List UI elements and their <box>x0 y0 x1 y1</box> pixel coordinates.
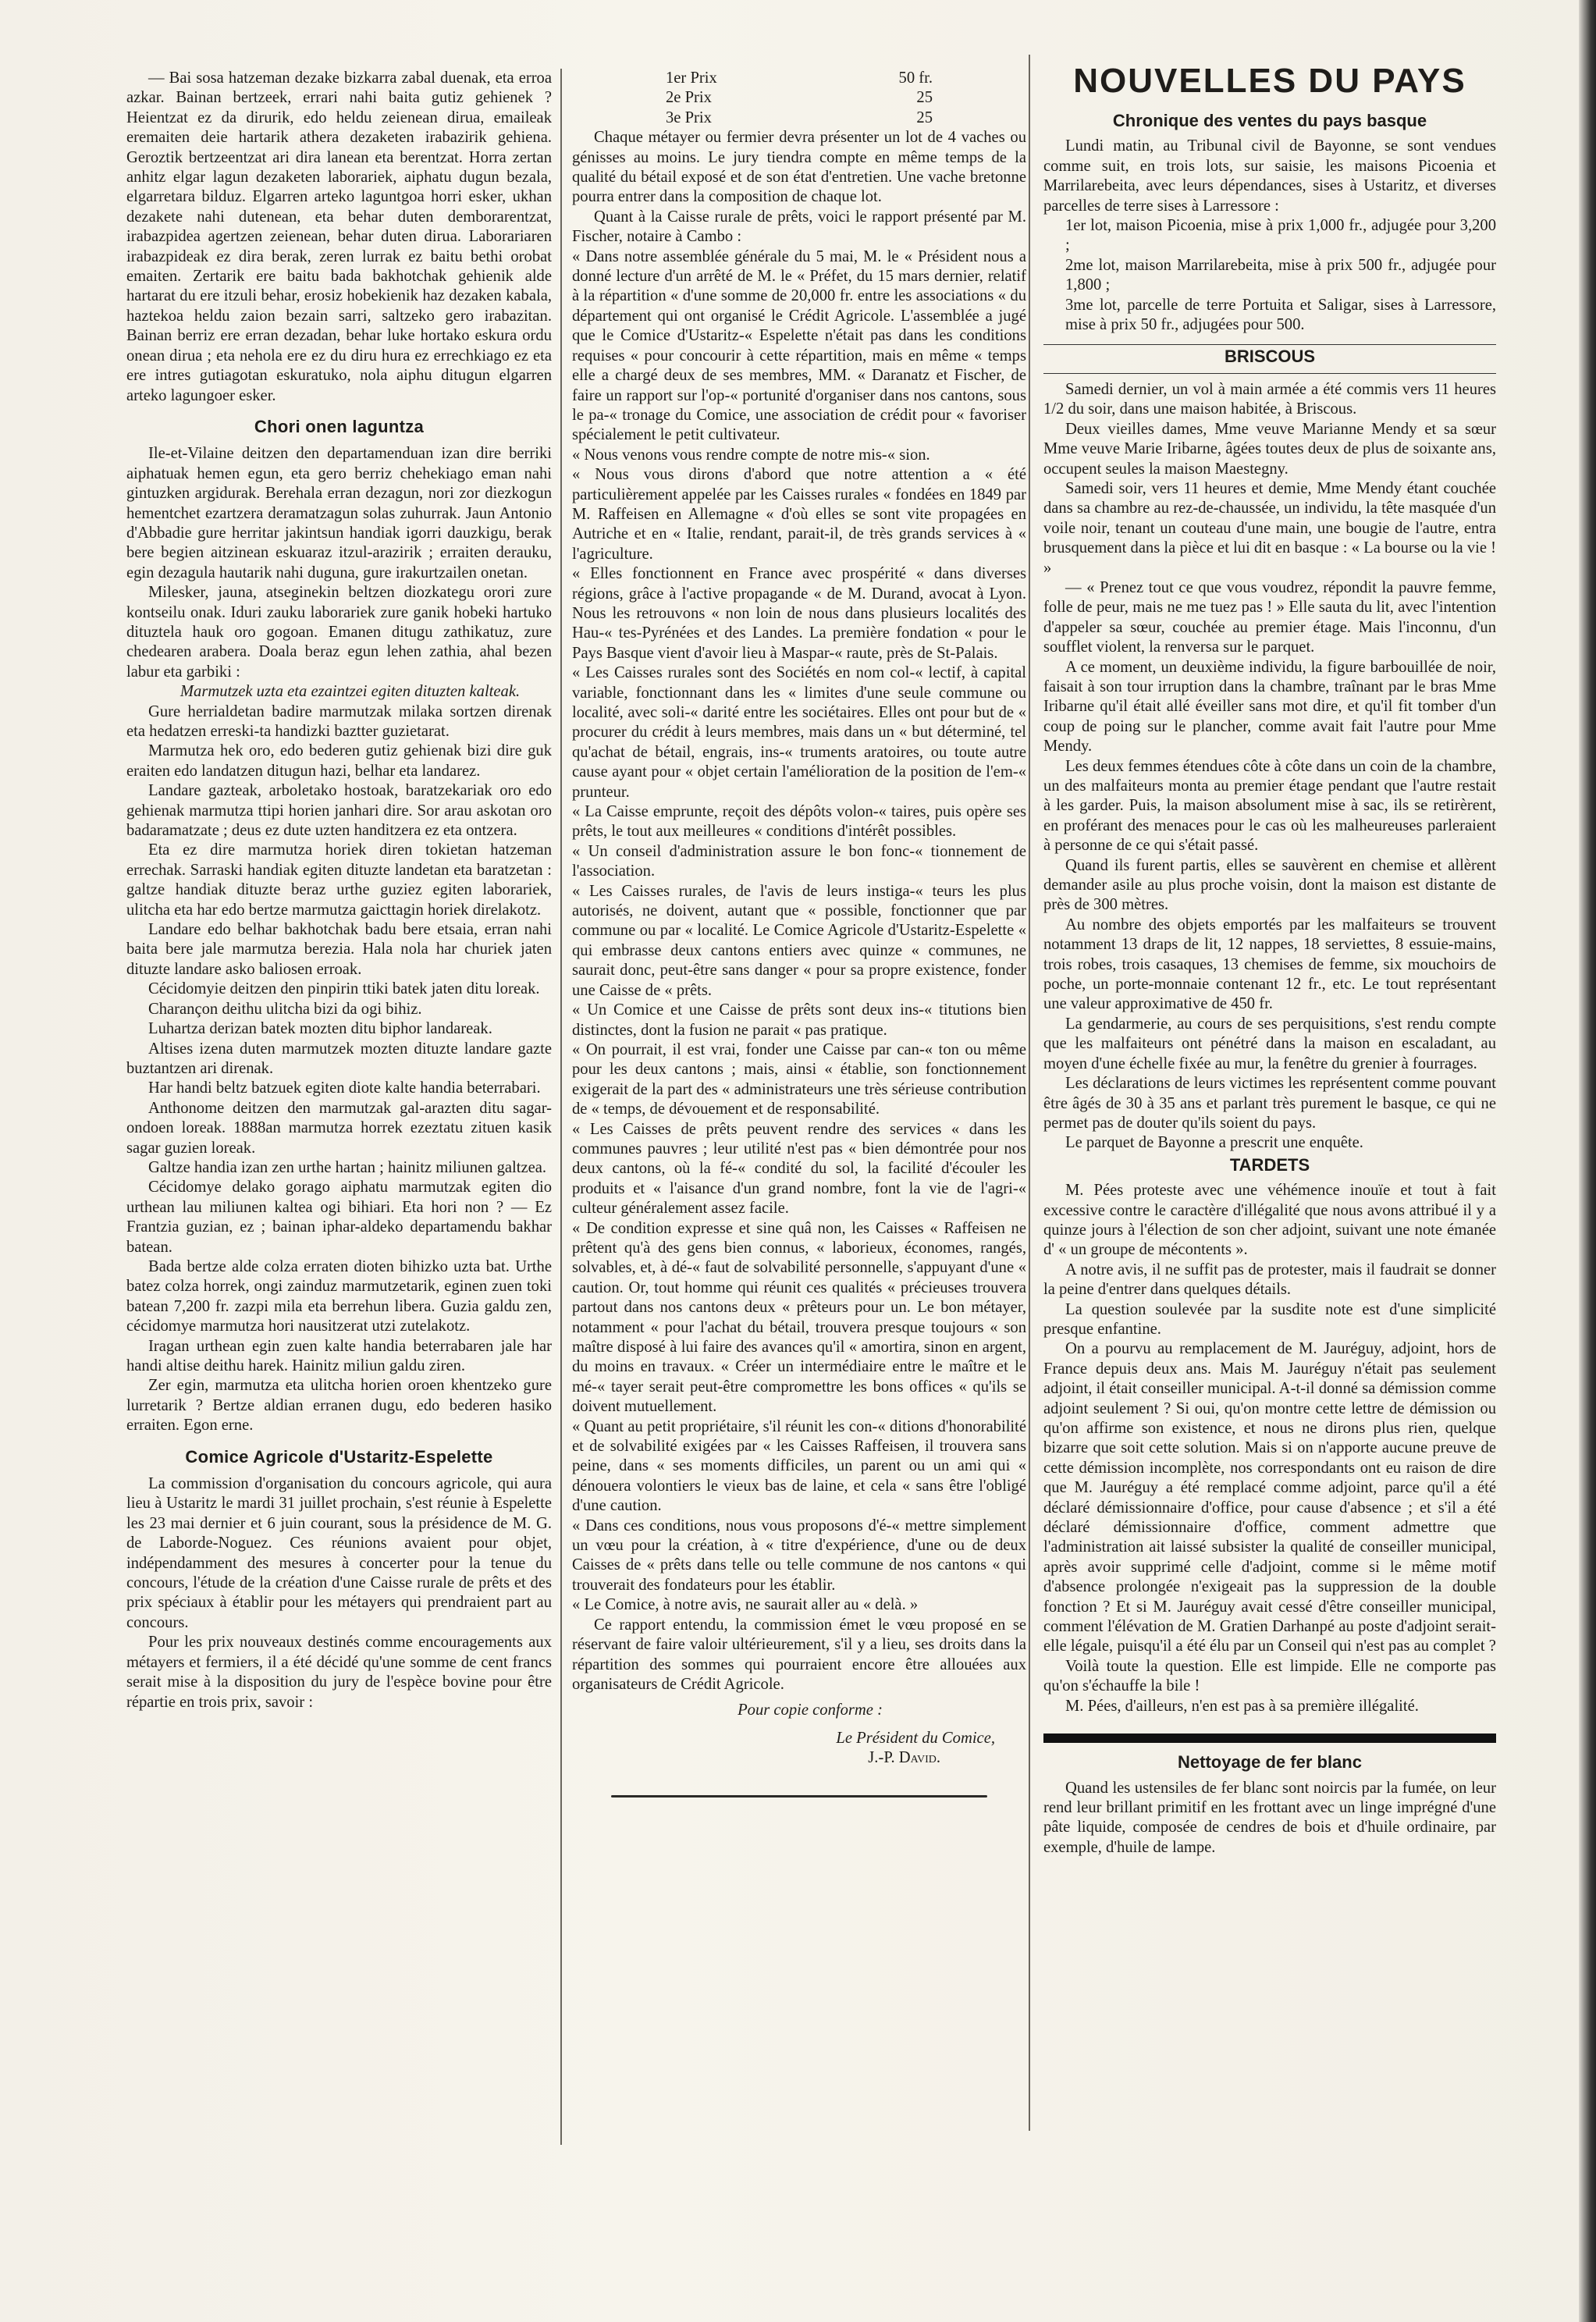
paragraph: Quand les ustensiles de fer blanc sont noircis par la fumée, on leur rend leur brillant primitif en les frottant avec un linge imprégné d'une pâte liquide, composée de cendres de bois et d'huile ordinaire, par exemple, d'huile de lampe. <box>1043 1779 1496 1856</box>
paragraph: Iragan urthean egin zuen kalte handia beterrabaren jale har handi altise deithu harek. Hainitz miliun galdu ziren. <box>126 1337 552 1374</box>
column-rule-right <box>1029 55 1030 2131</box>
lot-item: 3me lot, parcelle de terre Portuita et Saligar, sises à Larressore, mise à prix 50 fr., adjugées pour 500. <box>1065 296 1496 334</box>
prize-row <box>572 69 1026 88</box>
paragraph: Luhartza derizan batek mozten ditu biphor landareak. <box>148 1020 492 1038</box>
prize-rank: 1er Prix <box>666 69 717 87</box>
paragraph: Anthonome deitzen den marmutzak gal-arazten ditu sagar-ondoen loreak. 1888an marmutza horrek ezeztatu zituen kasik sagar guzien loreak. <box>126 1099 552 1157</box>
quoted-paragraph: « Dans notre assemblée générale du 5 mai, M. le « Président nous a donné lecture d'un arrêté de M. le « Préfet, du 15 mars dernier, relatif à la répartition « d'une somme de 20,000 fr. entre les associations « du département qui ont organisé le Crédit Agricole. L'assemblée a jugé que le Comice d'Ustaritz-« Espelette n'était pas dans les conditions requises « pour concourir à cette répartition, mais en même « temps elle a chargé deux de ses membres, MM. « Daranatz et Fischer, de faire un rapport sur l'op-« portunité d'organiser dans nos cantons, sous le pa-« tronage du Comice, une association de crédit pour « favoriser spécialement le petit cultivateur. <box>572 247 1026 444</box>
bold-divider <box>1043 1733 1496 1743</box>
signoff: Pour copie conforme : <box>738 1701 883 1719</box>
column-3 <box>1043 58 1496 2196</box>
quoted-paragraph: « La Caisse emprunte, reçoit des dépôts volon-« taires, puis opère ses prêts, le tout aux meilleures « conditions d'intérêt possibles. <box>572 803 1026 841</box>
lot-item: 1er lot, maison Picoenia, mise à prix 1,000 fr., adjugée pour 3,200 ; <box>1065 217 1496 254</box>
prize-amount: 25 <box>916 108 933 126</box>
prize-amount: 25 <box>916 89 933 107</box>
paragraph: Le parquet de Bayonne a prescrit une enquête. <box>1065 1134 1363 1152</box>
paragraph: Les déclarations de leurs victimes les représentent comme pouvant être âgés de 30 à 35 ans et parlant très purement le basque, ce qui ne permet pas de douter qu'ils soient du pays. <box>1043 1075 1496 1132</box>
quoted-paragraph: « On pourrait, il est vrai, fonder une Caisse par can-« ton ou même pour les deux cantons ; mais, ainsi « établie, son fonctionnement exigerait de la part des « administrateurs une très sérieuse contribution de « temps, de dévouement et de responsabilité. <box>572 1040 1026 1118</box>
paragraph: Ce rapport entendu, la commission émet le vœu proposé en se réservant de faire valoir ultérieurement, s'il y a lieu, ses droits dans la répartition des sommes qui pourraient encore être allouées aux organisateurs de Crédit Agricole. <box>572 1616 1026 1693</box>
section-subtitle: Chronique des ventes du pays basque <box>1112 111 1427 130</box>
quoted-paragraph: « Les Caisses rurales sont des Sociétés en nom col-« lectif, à capital variable, fonctionnant dans les « limites d'une seule commune ou localité, avec soli-« darité entre les sociétaires. Elles ont pour but de « procurer du crédit à leurs membres, mais dans un « but déterminé, tel qu'achat de bétail, engrais, ins-« truments aratoires, ou toute autre cause ayant pour « objet certain l'amélioration de la position de l'em-« prunteur. <box>572 664 1026 801</box>
prize-amount: 50 fr. <box>898 69 933 87</box>
quoted-paragraph: « De condition expresse et sine quâ non, les Caisses « Raffeisen ne prêtent qu'à des gens bien connus, « laborieux, économes, rangés, solvables, et, à dé-« faut de solvabilité personnelle, s'appuyant d'une « caution. Or, tout homme qui réunit ces qualités « précieuses trouvera partout dans nos cantons deux « prêteurs pour un. Le bon métayer, notamment « pour l'achat du bétail, trouvera presque toujours « son maître disposé à lui faire des avances qu'il « amortira, sinon en argent, du moins en travaux. « Créer un intermédiaire entre le maître et le mé-« tayer serait peut-être compromettre les bons offices « qu'ils se doivent mutuellement. <box>572 1219 1026 1416</box>
paragraph: On a pourvu au remplacement de M. Jauréguy, adjoint, hors de France depuis deux ans. Mais M. Jauréguy n'était pas seulement adjoint, il était conseiller municipal. A-t-il donné sa démission comme adjoint seulement ? Si oui, qu'on montre cette lettre de démission ou qu'on affirme son existence, et nous ne dirons plus rien, quelque bizarre que soit cette solution. Mais si on n'apporte aucune preuve de cette démission incomplète, nos correspondants ont eu raison de dire que M. Jauréguy a été remplacé comme adjoint, parce qu'il a été déclaré démissionnaire d'office, pour cause d'absence ; et s'il a été déclaré démissionnaire d'office, comment admettre que l'administration ait laissé subsister la qualité de conseiller municipal, après avoir supprimé celle d'adjoint, comme si le même motif d'absence prolongée n'exigeait pas la suppression de la double fonction ? Et si M. Jauréguy avait cessé d'être conseiller municipal, comment l'élévation de M. Gratien Darhanpé au poste d'adjoint serait-elle légale, puisqu'il a été élu par un Conseil qui n'est pas au complet ? <box>1043 1340 1496 1655</box>
paragraph: Cécidomye delako gorago aiphatu marmutzak egiten dio urthean lau miliunen kaltea ogi bihiari. Eta hori non ? — Ez Frantzia guzian, ez ; bainan iphar-aldeko departamendu bakhar batean. <box>126 1179 552 1256</box>
paragraph: Har handi beltz batzuek egiten diote kalte handia beterrabari. <box>148 1079 541 1097</box>
lot-item: 2me lot, maison Marrilarebeita, mise à prix 500 fr., adjugée pour 1,800 ; <box>1065 256 1496 294</box>
paragraph: Landare gazteak, arboletako hostoak, baratzekariak oro edo gehienak marmutza ttipi horien janhari dire. Sor arau askotan oro badaramatzate ; deus ez dute uzten handitzera ez eta ontzera. <box>126 782 552 840</box>
prize-row <box>572 108 1026 128</box>
signature-title: Le Président du Comice, <box>836 1729 995 1747</box>
paragraph: Marmutza hek oro, edo bederen gutiz gehienak bizi dire guk eraiten edo landatzen ditugun hazi, belhar eta landarez. <box>126 742 552 780</box>
paragraph: Lundi matin, au Tribunal civil de Bayonne, se sont vendues comme suit, en trois lots, sur saisie, les maisons Picoenia et Marrilarebeita, avec leurs dépendances, sises à Ustaritz, et diverses parcelles de terre sises à Larressore : <box>1043 137 1496 215</box>
paragraph: A notre avis, il ne suffit pas de protester, mais il faudrait se donner la peine d'entrer dans quelques détails. <box>1043 1261 1496 1299</box>
prize-list <box>572 69 1026 128</box>
column-1 <box>126 69 552 2160</box>
paragraph: Quant à la Caisse rurale de prêts, voici le rapport présenté par M. Fischer, notaire à Cambo : <box>572 208 1026 246</box>
paragraph: Chaque métayer ou fermier devra présenter un lot de 4 vaches ou génisses au moins. Le jury tiendra compte en même temps de la qualité du bétail exposé et de son état d'entretien. Une vache bretonne pourra entrer dans la composition de chaque lot. <box>572 129 1026 206</box>
quoted-paragraph: « Les Caisses rurales, de l'avis de leurs instiga-« teurs les plus autorisés, ne doivent, autant que « possible, fonctionner que par commune ou par « localité. Le Comice Agricole d'Ustaritz-Espelette « qui embrasse deux cantons entiers avec quinze « communes, ne saurait donc, peut-être sans danger « pour sa propre existence, fonder une Caisse de « prêts. <box>572 882 1026 999</box>
quoted-paragraph: « Les Caisses de prêts peuvent rendre des services « dans les communes pauvres ; leur utilité n'est pas « bien démontrée pour nos deux cantons, où la fé-« condité du sol, la facilité d'écouler les produits et « l'aisance d'un grand nombre, font la vie de l'agri-« culteur généralement assez facile. <box>572 1120 1026 1218</box>
column-2 <box>572 69 1026 2160</box>
paragraph: — « Prenez tout ce que vous voudrez, répondit la pauvre femme, folle de peur, mais ne me tuez pas ! » Elle sauta du lit, avec l'intention d'appeler sa sœur, couchée au premier étage. Mais l'inconnu, d'un soufflet violent, la renversa sur le parquet. <box>1043 578 1496 656</box>
paragraph: Landare edo belhar bakhotchak badu bere etsaia, erran nahi baita bere jale marmutza berezia. Hala nola har churiek jaten dituzte landare asko baliosen erroak. <box>126 921 552 978</box>
quoted-paragraph: « Un conseil d'administration assure le bon fonc-« tionnement de l'association. <box>572 842 1026 880</box>
section-title-briscous: BRISCOUS <box>1224 347 1316 367</box>
section-masthead: NOUVELLES DU PAYS <box>1073 62 1466 100</box>
section-title-comice: Comice Agricole d'Ustaritz-Espelette <box>185 1446 493 1467</box>
paragraph: Galtze handia izan zen urthe hartan ; hainitz miliunen galtzea. <box>148 1158 547 1176</box>
paragraph: Samedi soir, vers 11 heures et demie, Mme Mendy étant couchée dans sa chambre au rez-de-chaussée, un individu, la tête masquée d'un voile noir, tenant un couteau d'une main, une bougie de l'autre, entra brusquement dans la pièce et lui dit en basque : « La bourse ou la vie ! » <box>1043 479 1496 577</box>
paragraph: Pour les prix nouveaux destinés comme encouragements aux métayers et fermiers, il a été décidé qu'une somme de cent francs serait mise à la disposition du jury de l'espèce bovine pour être répartie en trois prix, savoir : <box>126 1634 552 1711</box>
page-edge <box>1579 0 1596 2322</box>
signature-name: J.-P. David. <box>868 1749 940 1767</box>
paragraph: Deux vieilles dames, Mme veuve Marianne Mendy et sa sœur Mme veuve Marie Iribarne, âgées toutes deux de plus de soixante ans, occupent seules la maison Maestegny. <box>1043 420 1496 478</box>
paragraph: M. Pées, d'ailleurs, n'en est pas à sa première illégalité. <box>1065 1697 1419 1715</box>
paragraph: Charançon deithu ulitcha bizi da ogi bihiz. <box>148 1000 422 1018</box>
quoted-paragraph: « Nous vous dirons d'abord que notre attention a « été particulièrement appelée par les Caisses rurales « fondées en 1849 par M. Raffeisen en Allemagne « d'où elles se sont vite propagées en Autriche et en « Italie, rendant, parait-il, de très grands services à « l'agriculture. <box>572 466 1026 563</box>
quoted-paragraph: « Nous venons vous rendre compte de notre mis-« sion. <box>572 446 930 464</box>
prize-rank: 3e Prix <box>666 108 712 126</box>
quoted-paragraph: « Un Comice et une Caisse de prêts sont deux ins-« titutions bien distinctes, dont la fusion ne parait « pas pratique. <box>572 1001 1026 1039</box>
section-title-tardets: TARDETS <box>1229 1154 1310 1175</box>
paragraph: A ce moment, un deuxième individu, la figure barbouillée de noir, faisait à son tour irruption dans la chambre, traînant par le bras Mme Iribarne qu'il était allé éveiller sans mot dire, et qu'il fit tomber d'un coup de poing sur le plancher, comme avait fait l'autre pour Mme Mendy. <box>1043 658 1496 756</box>
section-title-chori: Chori onen laguntza <box>254 416 425 436</box>
paragraph: La question soulevée par la susdite note est d'une simplicité presque enfantine. <box>1043 1300 1496 1338</box>
paragraph: Au nombre des objets emportés par les malfaiteurs se trouvent notamment 13 draps de lit, 12 nappes, 18 serviettes, 8 essuie-mains, trois robes, trois casaques, 13 chemises de femme, six mouchoirs de poche, un porte-monnaie contenant 12 fr., etc. Le tout représentant une valeur approximative de 450 fr. <box>1043 916 1496 1013</box>
prize-row <box>572 88 1026 108</box>
prize-rank: 2e Prix <box>666 89 712 107</box>
quoted-paragraph: « Quant au petit propriétaire, s'il réunit les con-« ditions d'honorabilité et de solvabilité exigées par « les Caisses Raffeisen, il trouvera sans peine, dans « ses moments difficiles, un parent ou un ami qui « dénouera volontiers le vieux bas de laine, et cela « sans être l'obligé d'une caution. <box>572 1417 1026 1515</box>
end-rule <box>611 1795 987 1798</box>
paragraph: Zer egin, marmutza eta ulitcha horien oroen khentzeko gure lurretarik ? Bertze aldian erranen dugu, edo bederen hasiko erraiten. Egon erne. <box>126 1377 552 1435</box>
paragraph: La gendarmerie, au cours de ses perquisitions, s'est rendu compte que les malfaiteurs ont pénétré dans la maison en escaladant, au moyen d'une échelle fixée au mur, la fenêtre du grenier à fourrages. <box>1043 1015 1496 1072</box>
paragraph: Milesker, jauna, atseginekin beltzen diozkategu orori zure kontseilu onak. Iduri zauku laborariek zure ganik hobeki hartuko dituztela hauk oro gogoan. Emanen ditugu zathikatuz, zure chedearen arabera. Doala beraz egun lehen zathia, ahal bezen labur eta garbiki : <box>126 584 552 681</box>
paragraph: Altises izena duten marmutzek mozten dituzte landare gazte buztantzen ari direnak. <box>126 1040 552 1077</box>
section-subtitle: Marmutzek uzta eta ezaintzei egiten dituzten kalteak. <box>180 683 521 701</box>
paragraph: Samedi dernier, un vol à main armée a été commis vers 11 heures 1/2 du soir, dans une maison habitée, à Briscous. <box>1043 380 1496 418</box>
paragraph: Gure herrialdetan badire marmutzak milaka sortzen direnak eta hedatzen erreski-ta handizki baztter guzietarat. <box>126 702 552 740</box>
paragraph: Cécidomyie deitzen den pinpirin ttiki batek jaten ditu loreak. <box>148 980 540 998</box>
paragraph: La commission d'organisation du concours agricole, qui aura lieu à Ustaritz le mardi 31 juillet prochain, s'est réunie à Espelette les 23 mai dernier et 6 juin courant, sous la présidence de M. G. de Laborde-Noguez. Ces réunions avaient pour objet, indépendamment des mesures à concerter pour la tenue du concours, l'étude de la création d'une Caisse rurale de prêts et des prix spéciaux à établir pour les métayers qui prendraient part au concours. <box>126 1475 552 1631</box>
paragraph: M. Pées proteste avec une véhémence inouïe et tout à fait excessive contre le caractère d'illégalité que nous avons attribué il y a quinze jours à l'élection de son cher adjoint, suivant une note émanée d' « un groupe de mécontents ». <box>1043 1182 1496 1259</box>
paragraph: Ile-et-Vilaine deitzen den departamenduan izan dire berriki aiphatuak hemen egun, eta gero berriz chehekiago eman nahi gintuzken argidurak. Berehala erran dezagun, nori zor diezkogun hementchet ezartzera deramatzagun solas zuhurrak. Jaun Antonio d'Abbadie gure herritar jakintsun handiak igorri dauzkigu, berak bere begien aitzinean eskuaraz itzul-arazirik ; erraiten derauku, egin dezagula hautarik nahi duguna, gure irakurtzailen onetan. <box>126 445 552 581</box>
quoted-paragraph: « Dans ces conditions, nous vous proposons d'é-« mettre simplement un vœu pour la création, à « titre d'expérience, d'une ou de deux Caisses de « prêts dans telle ou telle commune de nos cantons « qui trouverait des fondateurs pour les établir. <box>572 1517 1026 1594</box>
paragraph: Quand ils furent partis, elles se sauvèrent en chemise et allèrent demander asile au plus proche voisin, dont la maison est distante de près de 300 mètres. <box>1043 856 1496 914</box>
paragraph: Bada bertze alde colza erraten dioten bihizko uzta bat. Urthe batez colza horrek, ongi zainduz marmutzetarik, eginen zuen toki batean 7,200 fr. zazpi mila eta berrehun libera. Guzia galdu zen, cécidomye marmutza hori nausitzerat utzi zutelakotz. <box>126 1257 552 1335</box>
paragraph: Les deux femmes étendues côte à côte dans un coin de la chambre, un des malfaiteurs monta au premier étage pendant que l'autre restait à les garder. Puis, la maison absolument mise à sac, ils se retirèrent, en proférant des menaces pour le cas où les malheureuses parleraient à personne de ce qui s'était passé. <box>1043 757 1496 855</box>
paragraph: Voilà toute la question. Elle est limpide. Elle ne comporte pas qu'on s'échauffe la bile ! <box>1043 1657 1496 1695</box>
paragraph: Eta ez dire marmutza horiek diren tokietan hatzeman errechak. Sarraski handiak egiten dituzte landetan eta baratzetan : galtze handiak dituzte beraz urthe guziez egiten laborariek, ulitcha eta har edo bertze marmutza gaicttagin horiek direlakotz. <box>126 841 552 919</box>
quoted-paragraph: « Elles fonctionnent en France avec prospérité « dans diverses régions, grâce à l'active propagande « de M. Durand, avocat à Lyon. Nous les retrouvons « non loin de nous dans plusieurs localités des Hau-« tes-Pyrénées et des Landes. La première fondation « pour le Pays Basque vient d'avoir lieu à Maspar-« raute, près de St-Palais. <box>572 565 1026 662</box>
section-title-nettoyage: Nettoyage de fer blanc <box>1178 1752 1362 1773</box>
quoted-paragraph: « Le Comice, à notre avis, ne saurait aller au « delà. » <box>572 1596 919 1614</box>
column-rule-left <box>560 69 562 2145</box>
title-box <box>1043 344 1496 373</box>
paragraph: — Bai sosa hatzeman dezake bizkarra zabal duenak, eta erroa azkar. Bainan bertzeek, errari nahi baita gutiz gehienek ? Heientzat ez da dirurik, edo heldu zeienean dirua, emaileak eremaiten deie hartarik athera dezaketen irabazirik gehiena. Geroztik bertzeentzat ari dira lanean eta berentzat. Horra zertan anhitz elgar lagun dezaketen laborariek, aiphatu dugun bezala, elgarretara bilduz. Elgarren arteko laguntgoa horri esker, ukhan dezakete nahi dutenean, eta behar duten demborarentzat, irabazpidea agertzen zeienean, behar duten dirua. Laborariaren irabazpideak ez dira berak, zeren lurrak ez baitu bethi orobat emaiten. Zertarik ere baitu bada bakhotchak gehienik alde hartarat du ere itzuli behar, erosiz hobekienik haz dezaken kabala, haztekoa heldu zaion bezain sarri, saltzeko gero irabazitan. Bainan berriz ere erran dezadan, behar luke hortako eskura ordu onean dirua ; eta nehola ere ez du diru hura ez errechkiago ez eta ere intres gutiagotan eskuratuko, nola aiphu ditugun elgarren arteko lagungoer esker. <box>126 69 552 404</box>
